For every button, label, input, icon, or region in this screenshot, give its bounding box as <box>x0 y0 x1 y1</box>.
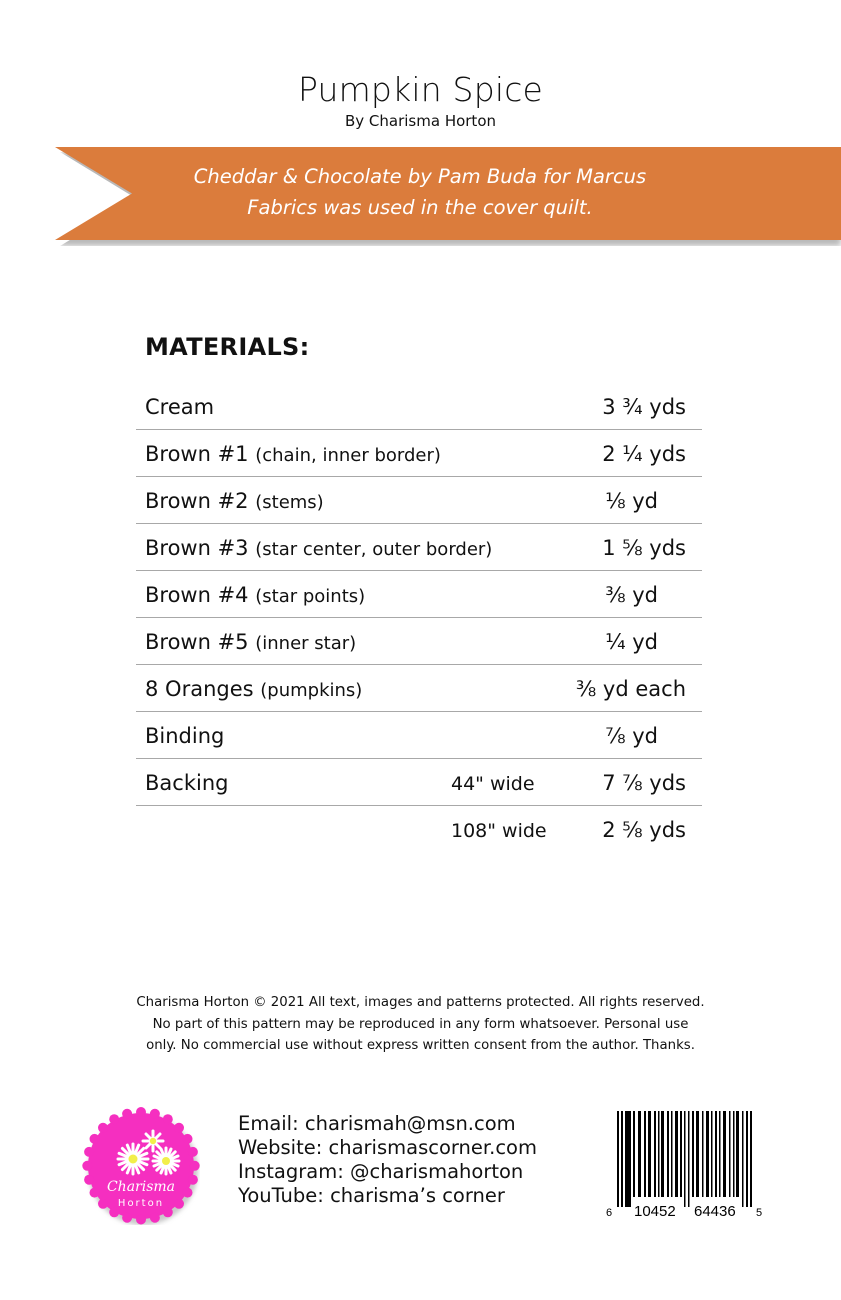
contact-website[interactable]: Website: charismascorner.com <box>238 1136 537 1159</box>
material-name: Binding <box>145 724 225 748</box>
material-row <box>136 759 702 806</box>
material-qty: ⅜ yd each <box>575 677 686 701</box>
material-name: Brown #5 <box>145 630 249 654</box>
material-row <box>136 665 702 712</box>
barcode-bars <box>617 1111 752 1207</box>
material-qty: ¼ yd <box>605 630 658 654</box>
material-note: (star points) <box>255 586 366 607</box>
pattern-author: By Charisma Horton <box>344 112 497 130</box>
material-row <box>136 383 702 430</box>
materials-heading: MATERIALS: <box>145 333 310 361</box>
contact-email[interactable]: Email: charismah@msn.com <box>238 1112 516 1135</box>
material-note: (pumpkins) <box>260 680 363 701</box>
copyright-line-2: No part of this pattern may be reproduced in any form whatsoever. Personal use <box>152 1016 689 1032</box>
pattern-title: Pumpkin Spice <box>297 70 544 109</box>
material-qty: ⅜ yd <box>605 583 658 607</box>
material-row <box>136 618 702 665</box>
material-name: Brown #4 <box>145 583 249 607</box>
material-width: 108" wide <box>451 820 547 842</box>
material-row <box>136 571 702 618</box>
material-qty: 2 ⅝ yds <box>602 818 686 842</box>
materials-table <box>136 383 702 852</box>
material-row <box>136 806 702 852</box>
material-name: 8 Oranges <box>145 677 254 701</box>
material-note: (stems) <box>255 492 324 513</box>
material-qty: ⅞ yd <box>605 724 658 748</box>
barcode-right: 64436 <box>694 1203 736 1220</box>
material-name: Cream <box>145 395 215 419</box>
material-qty: 7 ⅞ yds <box>602 771 686 795</box>
contact-youtube[interactable]: YouTube: charisma’s corner <box>238 1184 505 1207</box>
material-row <box>136 524 702 571</box>
banner-line-1: Cheddar & Chocolate by Pam Buda for Marcus <box>193 165 647 188</box>
contact-info <box>238 1112 537 1208</box>
material-note: (chain, inner border) <box>255 445 441 466</box>
material-qty: 1 ⅝ yds <box>602 536 686 560</box>
banner-line-2: Fabrics was used in the cover quilt. <box>247 196 593 219</box>
material-name: Brown #2 <box>145 489 249 513</box>
copyright-notice <box>0 992 841 1057</box>
material-name: Backing <box>145 771 229 795</box>
barcode-left: 10452 <box>634 1203 676 1220</box>
material-name: Brown #1 <box>145 442 249 466</box>
material-name: Brown #3 <box>145 536 249 560</box>
material-note: (inner star) <box>255 633 357 654</box>
material-width: 44" wide <box>451 773 535 795</box>
material-qty: 3 ¾ yds <box>602 395 686 419</box>
material-row <box>136 712 702 759</box>
contact-instagram[interactable]: Instagram: @charismahorton <box>238 1160 524 1183</box>
upc-barcode <box>598 1108 768 1220</box>
material-row <box>136 430 702 477</box>
logo-name: Charisma <box>106 1179 176 1195</box>
material-qty: 2 ¼ yds <box>602 442 686 466</box>
copyright-line-3: only. No commercial use without express written consent from the author. Thanks. <box>146 1038 695 1053</box>
material-qty: ⅛ yd <box>605 489 658 513</box>
barcode-check: 5 <box>756 1207 763 1219</box>
material-note: (star center, outer border) <box>255 539 493 560</box>
copyright-line-1: Charisma Horton © 2021 All text, images and patterns protected. All rights reserved. <box>136 995 705 1010</box>
fabric-banner-text <box>130 161 710 223</box>
material-row <box>136 477 702 524</box>
charisma-horton-logo <box>82 1107 200 1225</box>
barcode-lead: 6 <box>606 1207 613 1219</box>
logo-surname: Horton <box>117 1198 165 1209</box>
